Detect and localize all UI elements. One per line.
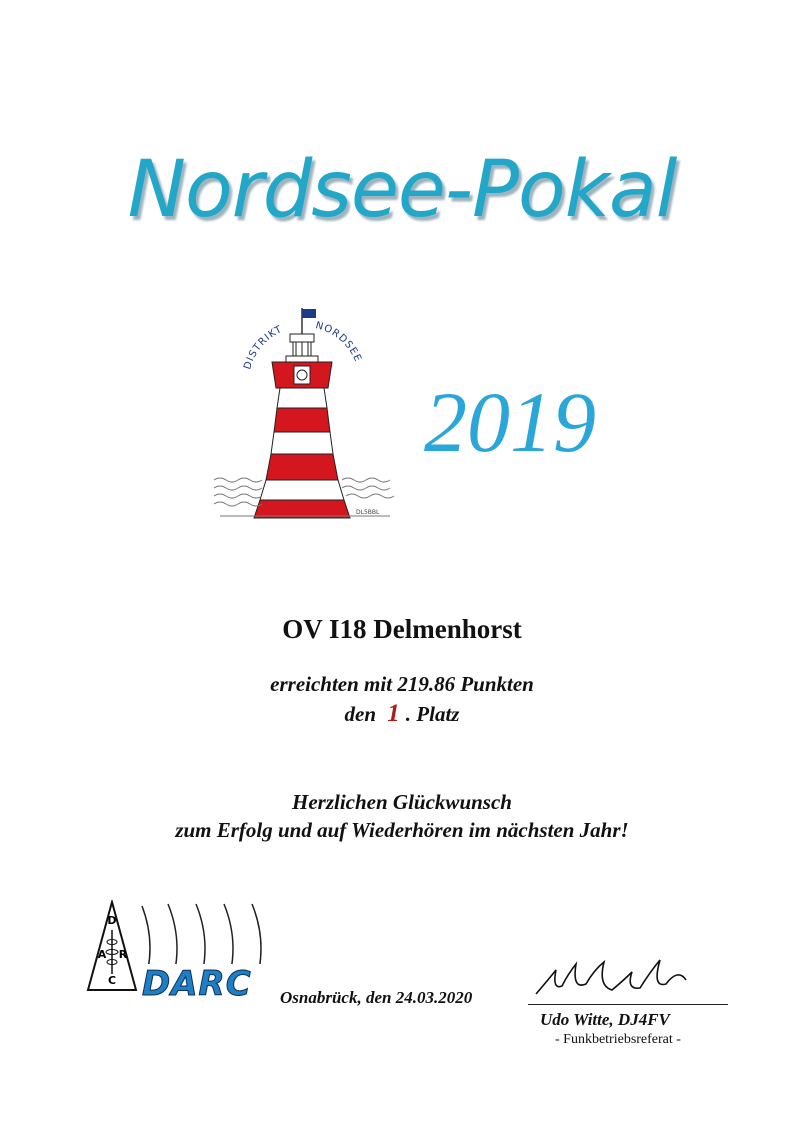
congratulations-line-1: Herzlichen Glückwunsch xyxy=(292,790,512,814)
logo-text-distrikt: DISTRIKT xyxy=(242,323,285,371)
place-prefix: den xyxy=(344,702,377,726)
district-nordsee-lighthouse-logo xyxy=(210,300,400,530)
place-suffix: . Platz xyxy=(405,702,460,726)
handwritten-signature xyxy=(528,950,728,1010)
achievement-place xyxy=(0,700,804,728)
signer-role: - Funkbetriebsreferat - xyxy=(555,1032,681,1047)
certificate-title: Nordsee-Pokal xyxy=(127,145,677,235)
svg-text:NORDSEE xyxy=(314,320,363,364)
darc-letter-r: R xyxy=(118,948,128,961)
logo-artist-signature: DL5BBL xyxy=(356,509,380,516)
signature-line xyxy=(528,1004,728,1005)
achievement-points: erreichten mit 219.86 Punkten xyxy=(270,672,534,696)
place-number: 1 xyxy=(387,700,400,727)
darc-letter-d: D xyxy=(107,914,117,927)
year: 2019 xyxy=(424,374,596,470)
darc-letter-c: C xyxy=(107,974,117,987)
place-and-date: Osnabrück, den 24.03.2020 xyxy=(280,988,473,1007)
darc-letter-a: A xyxy=(97,948,107,961)
club-name: OV I18 Delmenhorst xyxy=(282,614,522,644)
darc-logo xyxy=(80,900,280,1010)
signer-name: Udo Witte, DJ4FV xyxy=(540,1010,670,1029)
darc-wordmark: DARC xyxy=(142,964,252,1004)
congratulations-line-2: zum Erfolg und auf Wiederhören im nächsten Jahr! xyxy=(175,818,629,842)
logo-text-nordsee: NORDSEE xyxy=(314,320,364,365)
